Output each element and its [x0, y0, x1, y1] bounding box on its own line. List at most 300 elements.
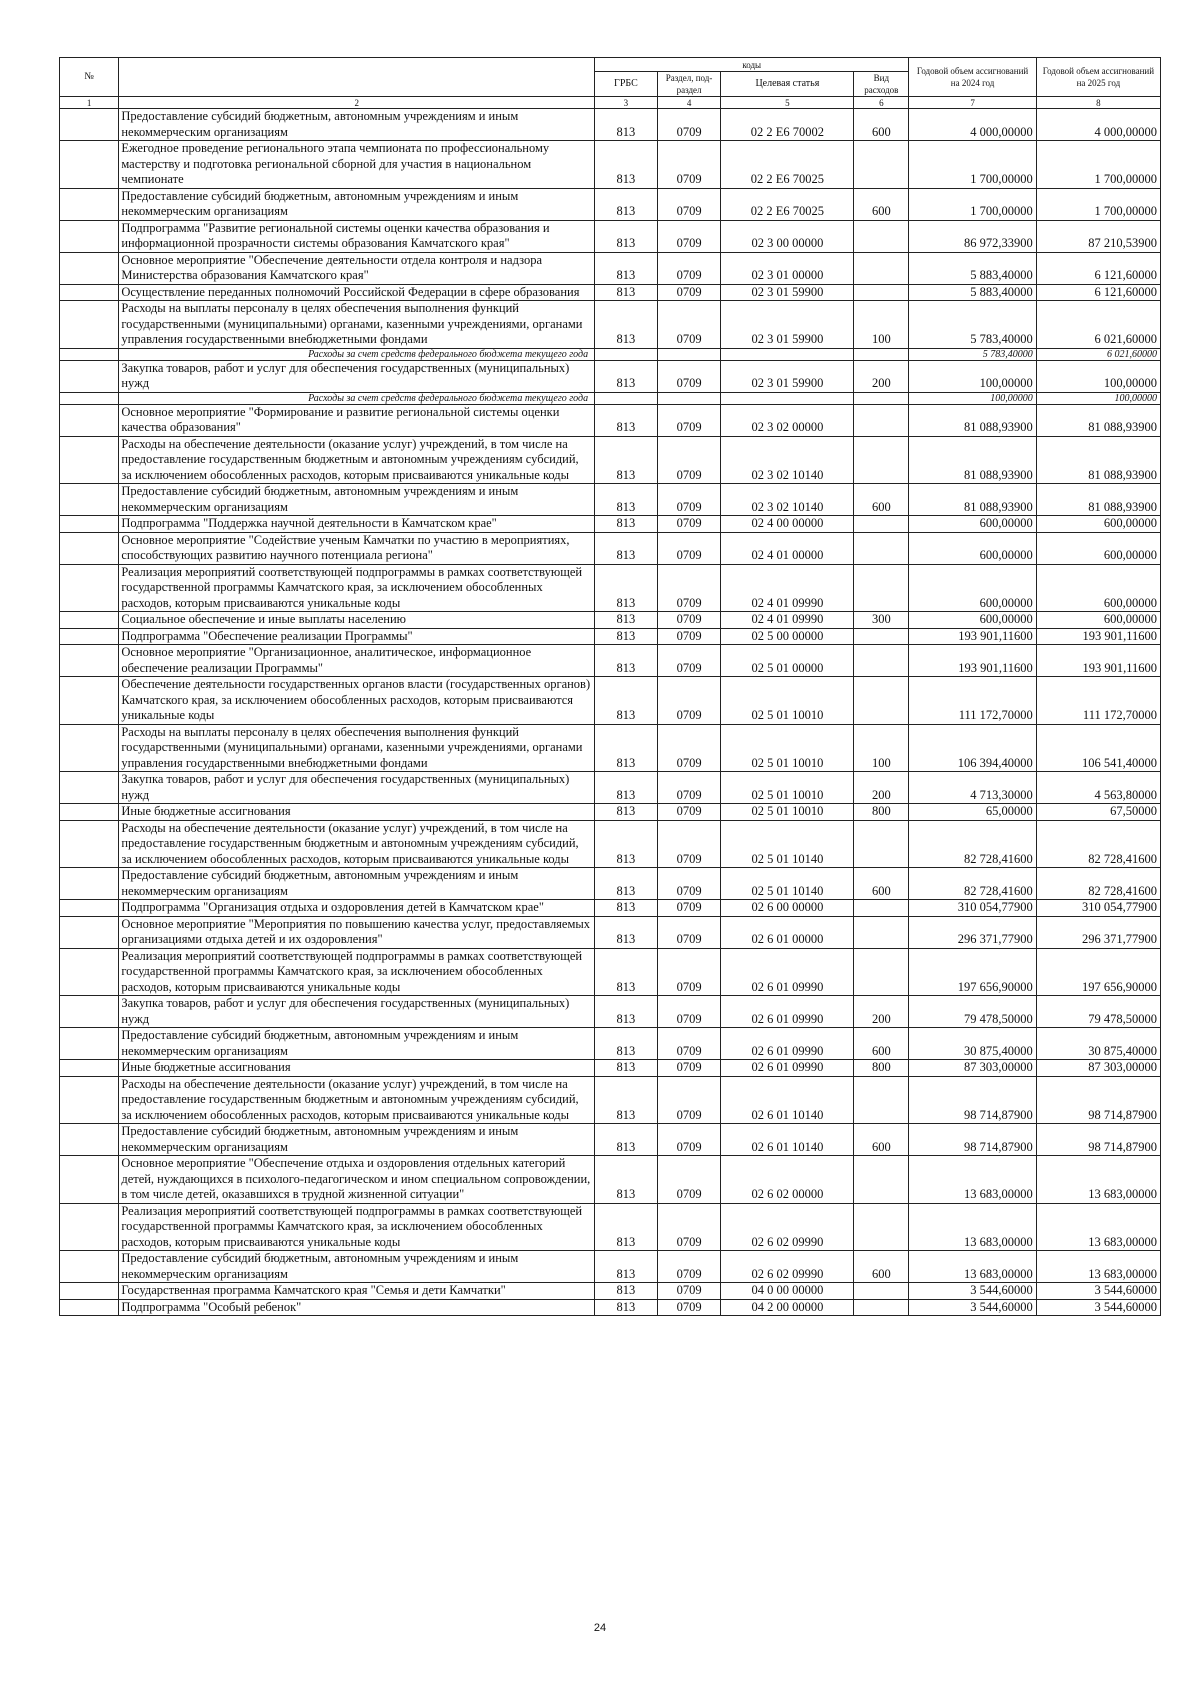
vol2025-cell: 1 700,00000 — [1036, 141, 1160, 189]
row-num-cell — [60, 1060, 119, 1077]
row-num-cell — [60, 1124, 119, 1156]
grbs-cell: 813 — [595, 1028, 658, 1060]
header-grbs: ГРБС — [595, 72, 658, 97]
razdel-cell: 0709 — [657, 772, 721, 804]
celevaya-cell: 04 0 00 00000 — [721, 1283, 854, 1300]
razdel-cell: 0709 — [657, 1076, 721, 1124]
vid-cell: 600 — [854, 1124, 909, 1156]
grbs-cell — [595, 348, 658, 360]
razdel-cell: 0709 — [657, 1203, 721, 1251]
celevaya-cell: 02 2 Е6 70025 — [721, 188, 854, 220]
grbs-cell: 813 — [595, 109, 658, 141]
row-name-cell: Предоставление субсидий бюджетным, автономным учреждениям и иным некоммерческим организациям — [119, 868, 595, 900]
razdel-cell: 0709 — [657, 1156, 721, 1204]
vid-cell: 600 — [854, 188, 909, 220]
razdel-cell: 0709 — [657, 109, 721, 141]
vol2025-cell: 106 541,40000 — [1036, 724, 1160, 772]
table-row — [60, 804, 1161, 821]
razdel-cell — [657, 348, 721, 360]
row-num-cell — [60, 996, 119, 1028]
row-name-cell: Подпрограмма "Поддержка научной деятельности в Камчатском крае" — [119, 516, 595, 533]
razdel-cell: 0709 — [657, 1299, 721, 1316]
razdel-cell: 0709 — [657, 220, 721, 252]
celevaya-cell: 02 6 01 09990 — [721, 1028, 854, 1060]
table-row — [60, 1060, 1161, 1077]
row-name-cell: Закупка товаров, работ и услуг для обеспечения государственных (муниципальных) нужд — [119, 772, 595, 804]
row-name-cell: Осуществление переданных полномочий Российской Федерации в сфере образования — [119, 284, 595, 301]
grbs-cell: 813 — [595, 1156, 658, 1204]
vol2024-cell: 5 783,40000 — [909, 348, 1036, 360]
celevaya-cell: 02 4 00 00000 — [721, 516, 854, 533]
grbs-cell: 813 — [595, 724, 658, 772]
celevaya-cell: 02 3 01 59900 — [721, 284, 854, 301]
table-body — [60, 109, 1161, 1316]
row-num-cell — [60, 516, 119, 533]
grbs-cell: 813 — [595, 188, 658, 220]
column-number-cell: 4 — [657, 97, 721, 109]
vol2025-cell: 6 121,60000 — [1036, 252, 1160, 284]
table-row — [60, 772, 1161, 804]
razdel-cell: 0709 — [657, 868, 721, 900]
grbs-cell: 813 — [595, 677, 658, 725]
table-row — [60, 1028, 1161, 1060]
vid-cell — [854, 916, 909, 948]
row-num-cell — [60, 109, 119, 141]
vol2025-cell: 100,00000 — [1036, 392, 1160, 404]
celevaya-cell: 02 3 01 59900 — [721, 360, 854, 392]
row-num-cell — [60, 900, 119, 917]
vol2025-cell: 82 728,41600 — [1036, 820, 1160, 868]
vol2024-cell: 30 875,40000 — [909, 1028, 1036, 1060]
row-name-cell: Реализация мероприятий соответствующей подпрограммы в рамках соответствующей государственной программы Камчатского края, за исключением обособленных расходов, которым присваиваются уникальные коды — [119, 948, 595, 996]
grbs-cell: 813 — [595, 1203, 658, 1251]
celevaya-cell: 02 2 Е6 70025 — [721, 141, 854, 189]
vol2025-cell: 111 172,70000 — [1036, 677, 1160, 725]
vol2024-cell: 600,00000 — [909, 516, 1036, 533]
row-name-cell: Иные бюджетные ассигнования — [119, 1060, 595, 1077]
row-name-cell: Основное мероприятие "Обеспечение отдыха и оздоровления отдельных категорий детей, нуждающихся в психолого-педагогическом и ином специальном сопровождении, в том числе детей, оказавшихся в трудной жизненной ситуации" — [119, 1156, 595, 1204]
vol2025-cell: 1 700,00000 — [1036, 188, 1160, 220]
table-row — [60, 948, 1161, 996]
column-number-cell: 5 — [721, 97, 854, 109]
vol2024-cell: 81 088,93900 — [909, 484, 1036, 516]
table-row — [60, 1203, 1161, 1251]
vid-cell: 100 — [854, 301, 909, 349]
vol2024-cell: 81 088,93900 — [909, 404, 1036, 436]
row-num-cell — [60, 868, 119, 900]
column-number-cell: 8 — [1036, 97, 1160, 109]
vol2025-cell: 81 088,93900 — [1036, 436, 1160, 484]
row-num-cell — [60, 1299, 119, 1316]
grbs-cell: 813 — [595, 404, 658, 436]
grbs-cell: 813 — [595, 948, 658, 996]
vol2024-cell: 310 054,77900 — [909, 900, 1036, 917]
row-name-cell: Основное мероприятие "Мероприятия по повышению качества услуг, предоставляемых организациями отдыха детей и их оздоровления" — [119, 916, 595, 948]
row-num-cell — [60, 677, 119, 725]
vol2025-cell: 6 021,60000 — [1036, 301, 1160, 349]
grbs-cell: 813 — [595, 868, 658, 900]
grbs-cell: 813 — [595, 252, 658, 284]
table-header — [60, 58, 1161, 109]
vid-cell — [854, 404, 909, 436]
vol2024-cell: 98 714,87900 — [909, 1076, 1036, 1124]
table-row — [60, 677, 1161, 725]
grbs-cell: 813 — [595, 612, 658, 629]
header-vid: Вид расходов — [854, 72, 909, 97]
vid-cell — [854, 900, 909, 917]
table-row — [60, 1299, 1161, 1316]
grbs-cell: 813 — [595, 996, 658, 1028]
row-name-cell: Закупка товаров, работ и услуг для обеспечения государственных (муниципальных) нужд — [119, 996, 595, 1028]
vol2024-cell: 600,00000 — [909, 532, 1036, 564]
row-name-cell: Расходы на обеспечение деятельности (оказание услуг) учреждений, в том числе на предоставление государственным бюджетным и автономным учреждениям субсидий, за исключением обособленных расходов, которым присваиваются уникальные коды — [119, 820, 595, 868]
column-number-cell: 2 — [119, 97, 595, 109]
grbs-cell: 813 — [595, 772, 658, 804]
vol2024-cell: 3 544,60000 — [909, 1283, 1036, 1300]
vol2024-cell: 5 883,40000 — [909, 252, 1036, 284]
table-row — [60, 1156, 1161, 1204]
razdel-cell: 0709 — [657, 900, 721, 917]
row-name-cell: Иные бюджетные ассигнования — [119, 804, 595, 821]
row-name-cell: Предоставление субсидий бюджетным, автономным учреждениям и иным некоммерческим организациям — [119, 1251, 595, 1283]
row-num-cell — [60, 820, 119, 868]
razdel-cell: 0709 — [657, 1124, 721, 1156]
row-num-cell — [60, 1156, 119, 1204]
vol2024-cell: 197 656,90000 — [909, 948, 1036, 996]
grbs-cell: 813 — [595, 900, 658, 917]
vid-cell — [854, 820, 909, 868]
vid-cell — [854, 645, 909, 677]
vol2025-cell: 13 683,00000 — [1036, 1203, 1160, 1251]
table-row — [60, 724, 1161, 772]
column-number-cell: 6 — [854, 97, 909, 109]
grbs-cell: 813 — [595, 628, 658, 645]
row-name-cell: Основное мероприятие "Формирование и развитие региональной системы оценки качества образования" — [119, 404, 595, 436]
row-name-cell: Расходы за счет средств федерального бюджета текущего года — [119, 392, 595, 404]
vol2025-cell: 4 563,80000 — [1036, 772, 1160, 804]
table-row — [60, 900, 1161, 917]
row-num-cell — [60, 1203, 119, 1251]
celevaya-cell: 02 5 01 10010 — [721, 724, 854, 772]
row-name-cell: Основное мероприятие "Обеспечение деятельности отдела контроля и надзора Министерства образования Камчатского края" — [119, 252, 595, 284]
row-num-cell — [60, 628, 119, 645]
razdel-cell: 0709 — [657, 645, 721, 677]
row-name-cell: Расходы на обеспечение деятельности (оказание услуг) учреждений, в том числе на предоставление государственным бюджетным и автономным учреждениям субсидий, за исключением обособленных расходов, которым присваиваются уникальные коды — [119, 436, 595, 484]
vid-cell: 600 — [854, 484, 909, 516]
budget-table-sheet — [59, 57, 1161, 1316]
row-num-cell — [60, 948, 119, 996]
celevaya-cell: 02 6 01 09990 — [721, 948, 854, 996]
row-name-cell: Расходы на выплаты персоналу в целях обеспечения выполнения функций государственными (муниципальными) органами, казенными учреждениями, органами управления государственными внебюджетными фондами — [119, 724, 595, 772]
razdel-cell: 0709 — [657, 141, 721, 189]
row-num-cell — [60, 188, 119, 220]
celevaya-cell: 02 5 01 10010 — [721, 677, 854, 725]
celevaya-cell — [721, 392, 854, 404]
row-num-cell — [60, 1028, 119, 1060]
header-num: № — [60, 58, 119, 97]
celevaya-cell: 02 5 00 00000 — [721, 628, 854, 645]
vol2024-cell: 13 683,00000 — [909, 1251, 1036, 1283]
table-row — [60, 820, 1161, 868]
grbs-cell: 813 — [595, 220, 658, 252]
razdel-cell: 0709 — [657, 284, 721, 301]
row-name-cell: Ежегодное проведение регионального этапа чемпионата по профессиональному мастерству и подготовка региональной сборной для участия в национальном чемпионате — [119, 141, 595, 189]
vid-cell — [854, 948, 909, 996]
vol2024-cell: 600,00000 — [909, 612, 1036, 629]
vol2025-cell: 81 088,93900 — [1036, 484, 1160, 516]
row-num-cell — [60, 392, 119, 404]
row-name-cell: Расходы за счет средств федерального бюджета текущего года — [119, 348, 595, 360]
celevaya-cell: 02 6 02 00000 — [721, 1156, 854, 1204]
razdel-cell: 0709 — [657, 612, 721, 629]
vol2025-cell: 30 875,40000 — [1036, 1028, 1160, 1060]
vid-cell — [854, 1299, 909, 1316]
celevaya-cell: 02 6 00 00000 — [721, 900, 854, 917]
row-name-cell: Реализация мероприятий соответствующей подпрограммы в рамках соответствующей государственной программы Камчатского края, за исключением обособленных расходов, которым присваиваются уникальные коды — [119, 1203, 595, 1251]
razdel-cell: 0709 — [657, 252, 721, 284]
table-row — [60, 301, 1161, 349]
vid-cell: 200 — [854, 996, 909, 1028]
row-name-cell: Основное мероприятие "Организационное, аналитическое, информационное обеспечение реализации Программы" — [119, 645, 595, 677]
vol2025-cell: 13 683,00000 — [1036, 1251, 1160, 1283]
grbs-cell: 813 — [595, 284, 658, 301]
vol2025-cell: 87 210,53900 — [1036, 220, 1160, 252]
vid-cell — [854, 1203, 909, 1251]
vol2024-cell: 106 394,40000 — [909, 724, 1036, 772]
razdel-cell: 0709 — [657, 532, 721, 564]
celevaya-cell: 02 3 02 10140 — [721, 484, 854, 516]
column-number-row — [60, 97, 1161, 109]
vol2025-cell: 296 371,77900 — [1036, 916, 1160, 948]
celevaya-cell: 02 5 01 10010 — [721, 804, 854, 821]
grbs-cell: 813 — [595, 645, 658, 677]
razdel-cell: 0709 — [657, 1060, 721, 1077]
table-row — [60, 628, 1161, 645]
vol2024-cell: 4 000,00000 — [909, 109, 1036, 141]
row-name-cell: Подпрограмма "Развитие региональной системы оценки качества образования и информационной прозрачности системы образования Камчатского края" — [119, 220, 595, 252]
table-row — [60, 109, 1161, 141]
row-num-cell — [60, 301, 119, 349]
row-num-cell — [60, 612, 119, 629]
vol2025-cell: 600,00000 — [1036, 516, 1160, 533]
row-name-cell: Предоставление субсидий бюджетным, автономным учреждениям и иным некоммерческим организациям — [119, 1124, 595, 1156]
celevaya-cell: 02 3 01 00000 — [721, 252, 854, 284]
vol2024-cell: 82 728,41600 — [909, 820, 1036, 868]
vid-cell — [854, 1076, 909, 1124]
table-row — [60, 532, 1161, 564]
vol2024-cell: 4 713,30000 — [909, 772, 1036, 804]
row-num-cell — [60, 141, 119, 189]
grbs-cell: 813 — [595, 436, 658, 484]
vol2025-cell: 13 683,00000 — [1036, 1156, 1160, 1204]
celevaya-cell: 02 2 Е6 70002 — [721, 109, 854, 141]
razdel-cell: 0709 — [657, 1283, 721, 1300]
federal-budget-row — [60, 348, 1161, 360]
celevaya-cell: 02 6 01 09990 — [721, 1060, 854, 1077]
header-vol2025: Годовой объем ассигнований на 2025 год — [1036, 58, 1160, 97]
row-num-cell — [60, 252, 119, 284]
header-codes: коды — [595, 58, 909, 72]
column-number-cell: 7 — [909, 97, 1036, 109]
row-num-cell — [60, 404, 119, 436]
table-row — [60, 612, 1161, 629]
vol2024-cell: 1 700,00000 — [909, 188, 1036, 220]
vol2024-cell: 13 683,00000 — [909, 1156, 1036, 1204]
vol2025-cell: 6 021,60000 — [1036, 348, 1160, 360]
vol2024-cell: 1 700,00000 — [909, 141, 1036, 189]
grbs-cell: 813 — [595, 360, 658, 392]
razdel-cell: 0709 — [657, 724, 721, 772]
celevaya-cell: 02 5 01 00000 — [721, 645, 854, 677]
vol2025-cell: 100,00000 — [1036, 360, 1160, 392]
celevaya-cell: 02 5 01 10010 — [721, 772, 854, 804]
vid-cell — [854, 141, 909, 189]
celevaya-cell: 02 6 01 00000 — [721, 916, 854, 948]
vol2025-cell: 87 303,00000 — [1036, 1060, 1160, 1077]
grbs-cell: 813 — [595, 301, 658, 349]
vid-cell — [854, 677, 909, 725]
vol2025-cell: 3 544,60000 — [1036, 1299, 1160, 1316]
celevaya-cell: 02 4 01 09990 — [721, 612, 854, 629]
vol2024-cell: 86 972,33900 — [909, 220, 1036, 252]
table-row — [60, 1283, 1161, 1300]
column-number-cell: 1 — [60, 97, 119, 109]
razdel-cell: 0709 — [657, 948, 721, 996]
razdel-cell: 0709 — [657, 188, 721, 220]
vid-cell — [854, 220, 909, 252]
razdel-cell: 0709 — [657, 564, 721, 612]
row-name-cell: Основное мероприятие "Содействие ученым Камчатки по участию в мероприятиях, способствующих развитию научного потенциала региона" — [119, 532, 595, 564]
vid-cell — [854, 392, 909, 404]
razdel-cell: 0709 — [657, 820, 721, 868]
vol2024-cell: 98 714,87900 — [909, 1124, 1036, 1156]
table-row — [60, 1251, 1161, 1283]
celevaya-cell: 02 3 02 00000 — [721, 404, 854, 436]
grbs-cell: 813 — [595, 141, 658, 189]
row-num-cell — [60, 532, 119, 564]
grbs-cell: 813 — [595, 1299, 658, 1316]
celevaya-cell: 02 5 01 10140 — [721, 868, 854, 900]
celevaya-cell: 02 3 01 59900 — [721, 301, 854, 349]
table-row — [60, 484, 1161, 516]
vol2024-cell: 82 728,41600 — [909, 868, 1036, 900]
table-row — [60, 188, 1161, 220]
row-num-cell — [60, 484, 119, 516]
vid-cell — [854, 564, 909, 612]
row-num-cell — [60, 436, 119, 484]
table-row — [60, 868, 1161, 900]
vid-cell: 100 — [854, 724, 909, 772]
row-name-cell: Предоставление субсидий бюджетным, автономным учреждениям и иным некоммерческим организациям — [119, 1028, 595, 1060]
vol2025-cell: 3 544,60000 — [1036, 1283, 1160, 1300]
vid-cell — [854, 252, 909, 284]
grbs-cell: 813 — [595, 804, 658, 821]
vid-cell — [854, 436, 909, 484]
row-name-cell: Расходы на обеспечение деятельности (оказание услуг) учреждений, в том числе на предоставление государственным бюджетным и автономным учреждениям субсидий, за исключением обособленных расходов, которым присваиваются уникальные коды — [119, 1076, 595, 1124]
row-name-cell: Предоставление субсидий бюджетным, автономным учреждениям и иным некоммерческим организациям — [119, 109, 595, 141]
celevaya-cell — [721, 348, 854, 360]
razdel-cell: 0709 — [657, 996, 721, 1028]
vol2025-cell: 197 656,90000 — [1036, 948, 1160, 996]
vol2024-cell: 13 683,00000 — [909, 1203, 1036, 1251]
row-name-cell: Закупка товаров, работ и услуг для обеспечения государственных (муниципальных) нужд — [119, 360, 595, 392]
celevaya-cell: 02 3 02 10140 — [721, 436, 854, 484]
grbs-cell: 813 — [595, 564, 658, 612]
vol2025-cell: 600,00000 — [1036, 612, 1160, 629]
vol2024-cell: 296 371,77900 — [909, 916, 1036, 948]
vid-cell: 600 — [854, 1028, 909, 1060]
celevaya-cell: 02 6 01 09990 — [721, 996, 854, 1028]
row-num-cell — [60, 772, 119, 804]
vol2024-cell: 193 901,11600 — [909, 628, 1036, 645]
razdel-cell: 0709 — [657, 436, 721, 484]
vol2025-cell: 193 901,11600 — [1036, 645, 1160, 677]
row-num-cell — [60, 916, 119, 948]
grbs-cell: 813 — [595, 1124, 658, 1156]
celevaya-cell: 02 4 01 09990 — [721, 564, 854, 612]
grbs-cell — [595, 392, 658, 404]
table-row — [60, 436, 1161, 484]
row-num-cell — [60, 284, 119, 301]
celevaya-cell: 02 5 01 10140 — [721, 820, 854, 868]
vol2025-cell: 82 728,41600 — [1036, 868, 1160, 900]
vol2024-cell: 65,00000 — [909, 804, 1036, 821]
vol2024-cell: 100,00000 — [909, 360, 1036, 392]
vol2024-cell: 100,00000 — [909, 392, 1036, 404]
vid-cell — [854, 284, 909, 301]
razdel-cell: 0709 — [657, 301, 721, 349]
vol2025-cell: 4 000,00000 — [1036, 109, 1160, 141]
row-name-cell: Социальное обеспечение и иные выплаты населению — [119, 612, 595, 629]
grbs-cell: 813 — [595, 484, 658, 516]
table-row — [60, 1124, 1161, 1156]
table-row — [60, 1076, 1161, 1124]
vid-cell: 200 — [854, 360, 909, 392]
razdel-cell: 0709 — [657, 484, 721, 516]
vol2025-cell: 81 088,93900 — [1036, 404, 1160, 436]
header-vol2024: Годовой объем ассигнований на 2024 год — [909, 58, 1036, 97]
vid-cell — [854, 516, 909, 533]
vol2024-cell: 193 901,11600 — [909, 645, 1036, 677]
federal-budget-row — [60, 392, 1161, 404]
row-name-cell: Предоставление субсидий бюджетным, автономным учреждениям и иным некоммерческим организациям — [119, 484, 595, 516]
vol2025-cell: 600,00000 — [1036, 564, 1160, 612]
row-num-cell — [60, 1076, 119, 1124]
vid-cell: 600 — [854, 1251, 909, 1283]
razdel-cell: 0709 — [657, 516, 721, 533]
celevaya-cell: 02 6 01 10140 — [721, 1076, 854, 1124]
table-row — [60, 645, 1161, 677]
vol2024-cell: 81 088,93900 — [909, 436, 1036, 484]
table-row — [60, 516, 1161, 533]
table-row — [60, 404, 1161, 436]
row-name-cell: Предоставление субсидий бюджетным, автономным учреждениям и иным некоммерческим организациям — [119, 188, 595, 220]
vol2025-cell: 6 121,60000 — [1036, 284, 1160, 301]
row-name-cell: Реализация мероприятий соответствующей подпрограммы в рамках соответствующей государственной программы Камчатского края, за исключением обособленных расходов, которым присваиваются уникальные коды — [119, 564, 595, 612]
vid-cell: 600 — [854, 109, 909, 141]
vol2025-cell: 98 714,87900 — [1036, 1124, 1160, 1156]
razdel-cell: 0709 — [657, 404, 721, 436]
row-num-cell — [60, 1283, 119, 1300]
razdel-cell: 0709 — [657, 916, 721, 948]
vol2025-cell: 193 901,11600 — [1036, 628, 1160, 645]
table-row — [60, 916, 1161, 948]
razdel-cell: 0709 — [657, 628, 721, 645]
header-celevaya: Целевая статья — [721, 72, 854, 97]
grbs-cell: 813 — [595, 532, 658, 564]
table-row — [60, 141, 1161, 189]
row-name-cell: Подпрограмма "Организация отдыха и оздоровления детей в Камчатском крае" — [119, 900, 595, 917]
